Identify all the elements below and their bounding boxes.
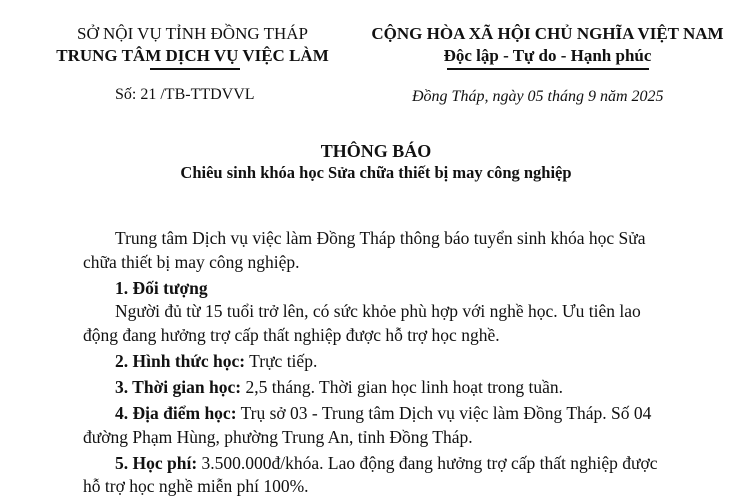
section-5-value: 3.500.000đ/khóa. Lao động đang hưởng trợ cấp thất nghiệp được [197, 453, 658, 473]
intro-line-2: chữa thiết bị may công nghiệp. [83, 252, 300, 272]
place-date: Đồng Tháp, ngày 05 tháng 9 năm 2025 [412, 88, 664, 105]
section-5-line-2: hỗ trợ học nghề miễn phí 100%. [83, 476, 309, 496]
document-number: Số: 21 /TB-TTDVVL [115, 86, 255, 103]
national-motto: Độc lập - Tự do - Hạnh phúc [443, 46, 652, 65]
section-5-label: 5. Học phí: [115, 453, 198, 473]
document-title: THÔNG BÁO [320, 141, 432, 161]
document-subtitle: Chiêu sinh khóa học Sửa chữa thiết bị may công nghiệp [180, 163, 572, 182]
section-3-value: 2,5 tháng. Thời gian học linh hoạt trong tuần. [241, 377, 564, 397]
section-1-line-2: động đang hưởng trợ cấp thất nghiệp được hỗ trợ học nghề. [83, 325, 500, 345]
section-4-line-2: đường Phạm Hùng, phường Trung An, tỉnh Đồng Tháp. [83, 427, 473, 447]
section-3-label: 3. Thời gian học: [115, 377, 242, 397]
section-4-value: Trụ sở 03 - Trung tâm Dịch vụ việc làm Đồng Tháp. Số 04 [236, 403, 652, 423]
section-4-label: 4. Địa điểm học: [115, 403, 237, 423]
section-2-value: Trực tiếp. [245, 351, 318, 371]
section-2-label: 2. Hình thức học: [115, 351, 246, 371]
section-3 [115, 375, 563, 399]
unit-underline [150, 68, 240, 70]
agency-name: SỞ NỘI VỤ TỈNH ĐỒNG THÁP [77, 24, 308, 43]
section-1-heading: 1. Đối tượng [115, 278, 208, 298]
motto-underline [447, 68, 649, 70]
section-4 [115, 401, 651, 425]
intro-line-1: Trung tâm Dịch vụ việc làm Đồng Tháp thông báo tuyển sinh khóa học Sửa [115, 228, 646, 248]
section-5 [115, 451, 658, 475]
country-name: CỘNG HÒA XÃ HỘI CHỦ NGHĨA VIỆT NAM [371, 24, 724, 43]
section-2 [115, 349, 317, 373]
section-1-line-1: Người đủ từ 15 tuổi trở lên, có sức khỏe phù hợp với nghề học. Ưu tiên lao [115, 301, 641, 321]
unit-name: TRUNG TÂM DỊCH VỤ VIỆC LÀM [56, 46, 329, 65]
